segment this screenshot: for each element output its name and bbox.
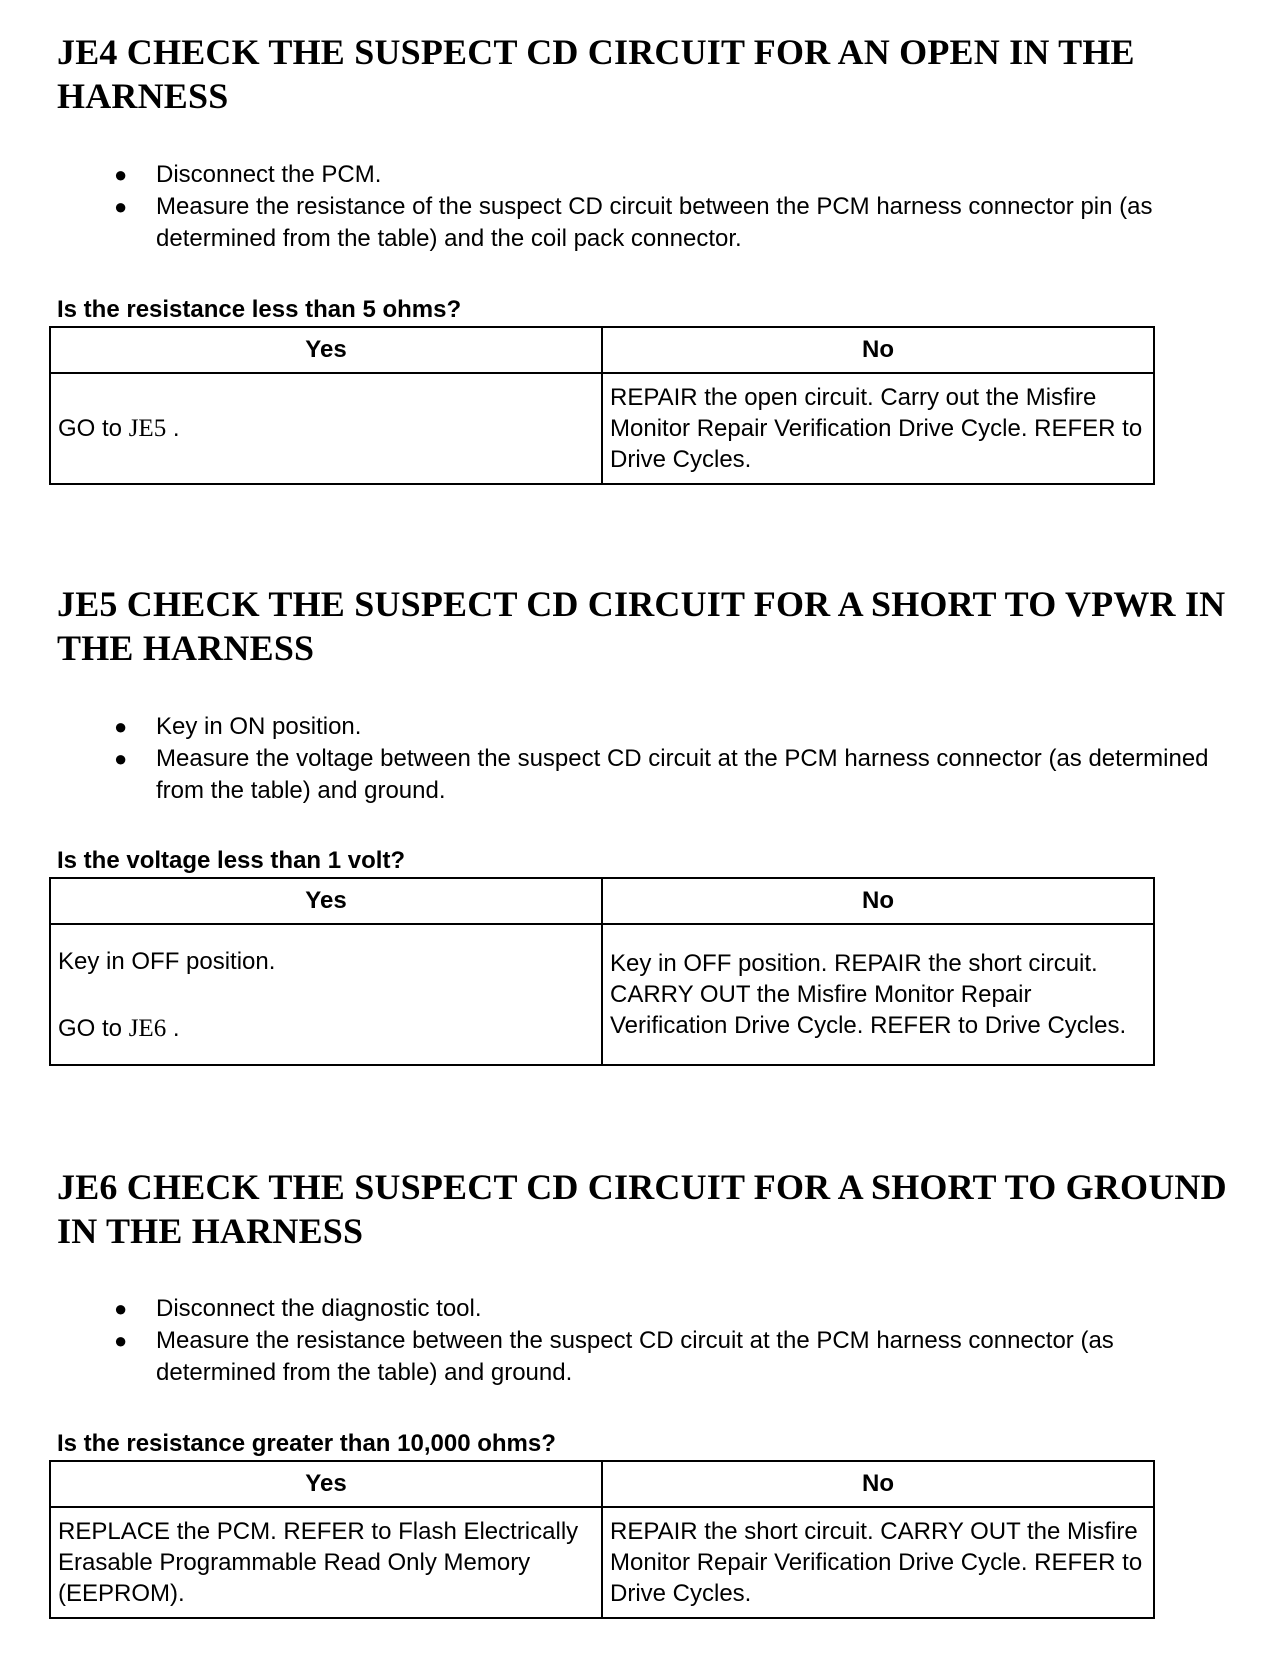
decision-table [49, 326, 1155, 485]
decision-table [49, 1460, 1155, 1619]
step-link[interactable]: JE6 [128, 1014, 167, 1042]
list-item: ● Measure the resistance between the suspect CD circuit at the PCM harness connector (as determined from the table) and ground. [114, 1327, 1114, 1386]
no-column-header: No [602, 327, 1154, 373]
list-item: ● Key in ON position. [0, 711, 1264, 743]
step-link[interactable]: JE5 [128, 415, 167, 442]
bullet-icon: ● [114, 714, 128, 739]
list-item: ● Measure the voltage between the suspect CD circuit at the PCM harness connector (as determined from the table) and ground. [114, 745, 1209, 804]
decision-question: Is the voltage less than 1 volt? [57, 847, 406, 874]
yes-cell: REPLACE the PCM. REFER to Flash Electrically Erasable Programmable Read Only Memory (EEPROM). [50, 1507, 602, 1618]
yes-column-header: Yes [50, 878, 602, 924]
list-item: ● Disconnect the diagnostic tool. [0, 1293, 1264, 1325]
no-cell: Key in OFF position. REPAIR the short circuit. CARRY OUT the Misfire Monitor Repair Verification Drive Cycle. REFER to Drive Cycles. [602, 924, 1154, 1065]
bullet-icon: ● [114, 194, 128, 219]
bullet-icon: ● [114, 746, 128, 771]
step-heading: JE5 CHECK THE SUSPECT CD CIRCUIT FOR A SHORT TO VPWR IN THE HARNESS [57, 584, 1226, 668]
decision-table [49, 877, 1155, 1066]
list-item: ● Measure the resistance of the suspect CD circuit between the PCM harness connector pin (as determined from the table) and the coil pack connector. [114, 193, 1153, 252]
instruction-list [0, 1293, 1264, 1389]
list-item: ● Disconnect the PCM. [0, 159, 1264, 191]
no-cell: REPAIR the open circuit. Carry out the Misfire Monitor Repair Verification Drive Cycle. REFER to Drive Cycles. [602, 373, 1154, 484]
no-cell: REPAIR the short circuit. CARRY OUT the Misfire Monitor Repair Verification Drive Cycle. REFER to Drive Cycles. [602, 1507, 1154, 1618]
yes-column-header: Yes [50, 1461, 602, 1507]
bullet-icon: ● [114, 1296, 128, 1321]
yes-cell: GO to JE5 . [50, 373, 602, 484]
yes-column-header: Yes [50, 327, 602, 373]
decision-question: Is the resistance less than 5 ohms? [57, 296, 462, 323]
step-heading: JE6 CHECK THE SUSPECT CD CIRCUIT FOR A SHORT TO GROUND IN THE HARNESS [57, 1167, 1227, 1251]
bullet-icon: ● [114, 1328, 128, 1353]
no-column-header: No [602, 1461, 1154, 1507]
instruction-list [0, 159, 1264, 255]
instruction-list [0, 711, 1264, 807]
bullet-icon: ● [114, 162, 128, 187]
yes-cell: Key in OFF position. GO to JE6 . [50, 924, 602, 1065]
decision-question: Is the resistance greater than 10,000 ohms? [57, 1430, 556, 1457]
step-heading: JE4 CHECK THE SUSPECT CD CIRCUIT FOR AN OPEN IN THE HARNESS [57, 32, 1135, 116]
no-column-header: No [602, 878, 1154, 924]
